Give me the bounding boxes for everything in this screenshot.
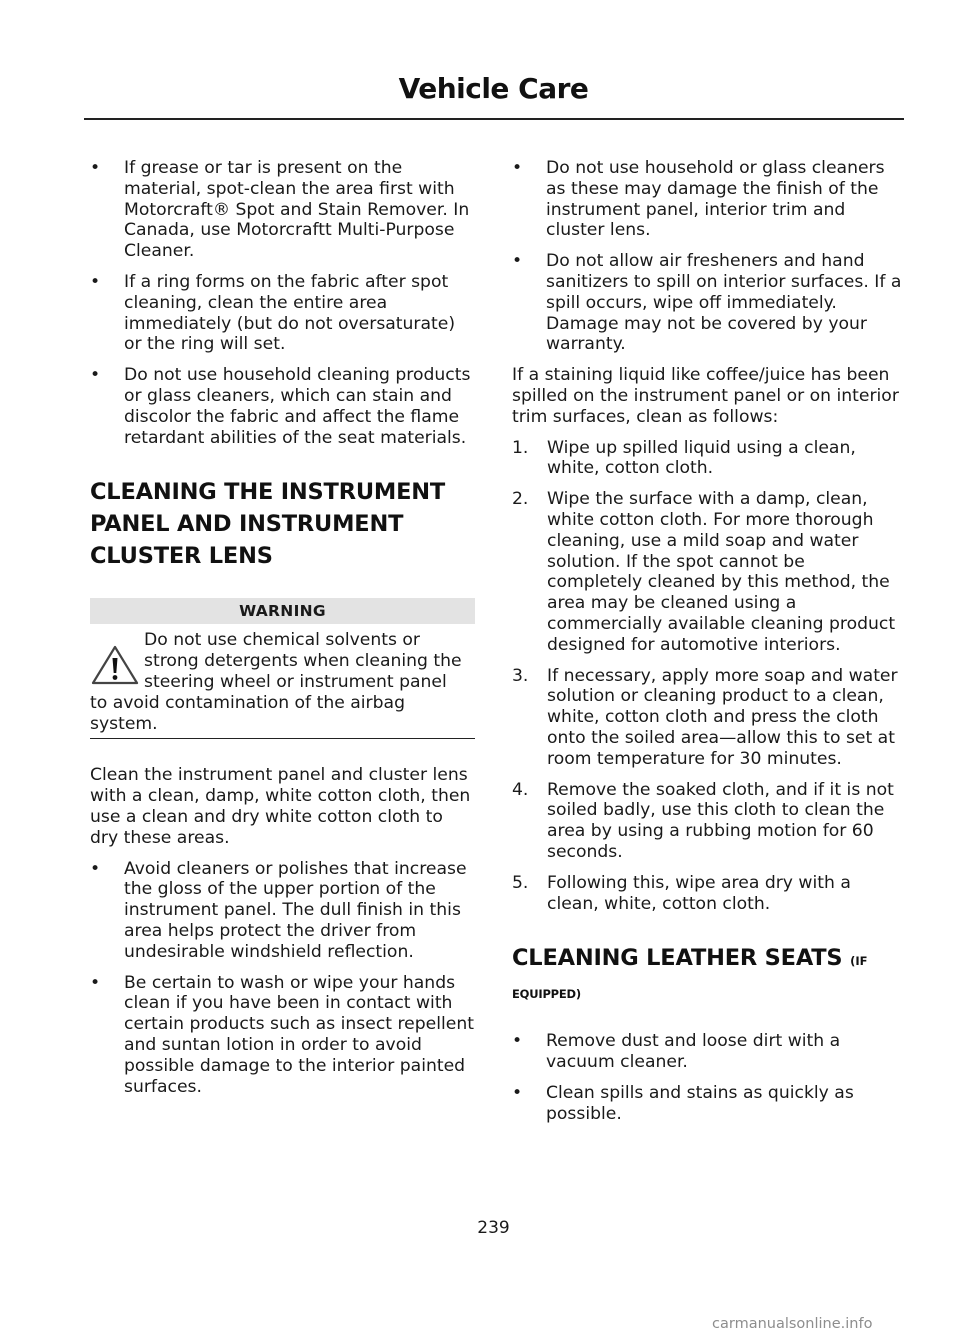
page-number: 239 [477, 1218, 510, 1238]
warning-line: to avoid contamination of the airbag [90, 692, 405, 713]
header-divider [84, 118, 904, 120]
bullet-marker: • [512, 1082, 523, 1103]
list-item [90, 859, 475, 963]
bullet-marker: • [512, 158, 523, 178]
section-heading-suffix: EQUIPPED) [512, 987, 581, 1002]
warning-divider [90, 738, 475, 739]
bullet-text: If grease or tar is present on the material, spot-clean the area first with Motorcraft® Spot and Stain Remover. In Canada, use Motorcraftt Multi-Purpose Cleaner. [124, 158, 470, 262]
list-item [512, 1083, 904, 1125]
section-heading-suffix: (IF [850, 954, 868, 969]
step-number: 3. [512, 665, 529, 686]
section-heading-line: PANEL AND INSTRUMENT [90, 511, 404, 538]
section-heading-text: CLEANING LEATHER SEATS [512, 945, 843, 972]
bullet-marker: • [512, 251, 523, 272]
warning-triangle-icon [90, 644, 140, 686]
step-number: 5. [512, 872, 529, 893]
bullet-text: If a ring forms on the fabric after spot cleaning, clean the entire area immediately (but do not oversaturate) or the ring will set. [124, 271, 456, 355]
bullet-marker: • [90, 365, 101, 386]
step-number: 1. [512, 437, 529, 458]
intro-paragraph: If a staining liquid like coffee/juice has been spilled on the instrument panel or on interior trim surfaces, clean as follows: [512, 365, 899, 427]
numbered-step [512, 489, 904, 655]
list-item [90, 272, 475, 355]
list-item [512, 251, 904, 355]
warning-line: strong detergents when cleaning the [144, 651, 462, 672]
left-column [90, 158, 475, 1107]
body-paragraph: Clean the instrument panel and cluster lens with a clean, damp, white cotton cloth, then use a clean and dry white cotton cloth to dry these areas. [90, 765, 471, 848]
warning-line: Do not use chemical solvents or [144, 630, 420, 651]
page-header-title: Vehicle Care [398, 72, 589, 105]
right-column [512, 158, 904, 1134]
step-text: Remove the soaked cloth, and if it is not soiled badly, use this cloth to clean the area by using a rubbing motion for 60 seconds. [547, 779, 894, 862]
step-number: 2. [512, 489, 529, 510]
section-heading-line: CLEANING THE INSTRUMENT [90, 479, 446, 506]
list-item [512, 158, 904, 241]
warning-label: WARNING [90, 598, 475, 624]
list-item [512, 1031, 904, 1073]
bullet-text: Do not allow air fresheners and hand sanitizers to spill on interior surfaces. If a spill occurs, wipe off immediately. Damage may not be covered by your warranty. [546, 251, 902, 355]
bullet-marker: • [90, 271, 101, 292]
bullet-marker: • [90, 158, 101, 178]
list-item [90, 365, 475, 448]
step-text: If necessary, apply more soap and water solution or cleaning product to a clean, white, cotton cloth and press the cloth onto the soiled area—allow this to set at room temperature for 30 minutes. [547, 665, 898, 769]
bullet-text: Remove dust and loose dirt with a vacuum cleaner. [546, 1031, 841, 1073]
section-heading-instrument-panel [90, 476, 475, 572]
section-heading-leather-seats [512, 942, 904, 1005]
step-text: Wipe up spilled liquid using a clean, white, cotton cloth. [547, 437, 856, 479]
step-text: Following this, wipe area dry with a clean, white, cotton cloth. [547, 872, 851, 914]
bullet-text: Clean spills and stains as quickly as possible. [546, 1082, 854, 1124]
numbered-step [512, 438, 904, 480]
list-item [90, 973, 475, 1098]
bullet-text: Avoid cleaners or polishes that increase the gloss of the upper portion of the instrument panel. The dull finish in this area helps protect the driver from undesirable windshield reflection. [124, 858, 467, 962]
step-number: 4. [512, 779, 529, 800]
bullet-marker: • [90, 858, 101, 879]
bullet-text: Be certain to wash or wipe your hands clean if you have been in contact with certain products such as insect repellent and suntan lotion in order to avoid possible damage to the interior painted surfaces. [124, 972, 474, 1097]
warning-line: system. [90, 713, 158, 734]
bullet-marker: • [512, 1031, 523, 1052]
numbered-step [512, 873, 904, 915]
step-text: Wipe the surface with a damp, clean, white cotton cloth. For more thorough cleaning, use a mild soap and water solution. If the spot cannot be completely cleaned by this method, the area may be cleaned using a commercially available cleaning product designed for automotive interiors. [547, 489, 896, 655]
numbered-step [512, 666, 904, 770]
warning-line: steering wheel or instrument panel [144, 671, 447, 692]
bullet-marker: • [90, 972, 101, 993]
warning-text [90, 630, 475, 734]
warning-box [90, 630, 475, 734]
numbered-step [512, 780, 904, 863]
list-item [90, 158, 475, 262]
watermark-link[interactable]: carmanualsonline.info [712, 1316, 873, 1332]
section-heading-line: CLUSTER LENS [90, 543, 273, 570]
bullet-text: Do not use household cleaning products or glass cleaners, which can stain and discolor the fabric and affect the flame retardant abilities of the seat materials. [124, 365, 471, 448]
bullet-text: Do not use household or glass cleaners as these may damage the finish of the instrument panel, interior trim and cluster lens. [546, 158, 885, 241]
